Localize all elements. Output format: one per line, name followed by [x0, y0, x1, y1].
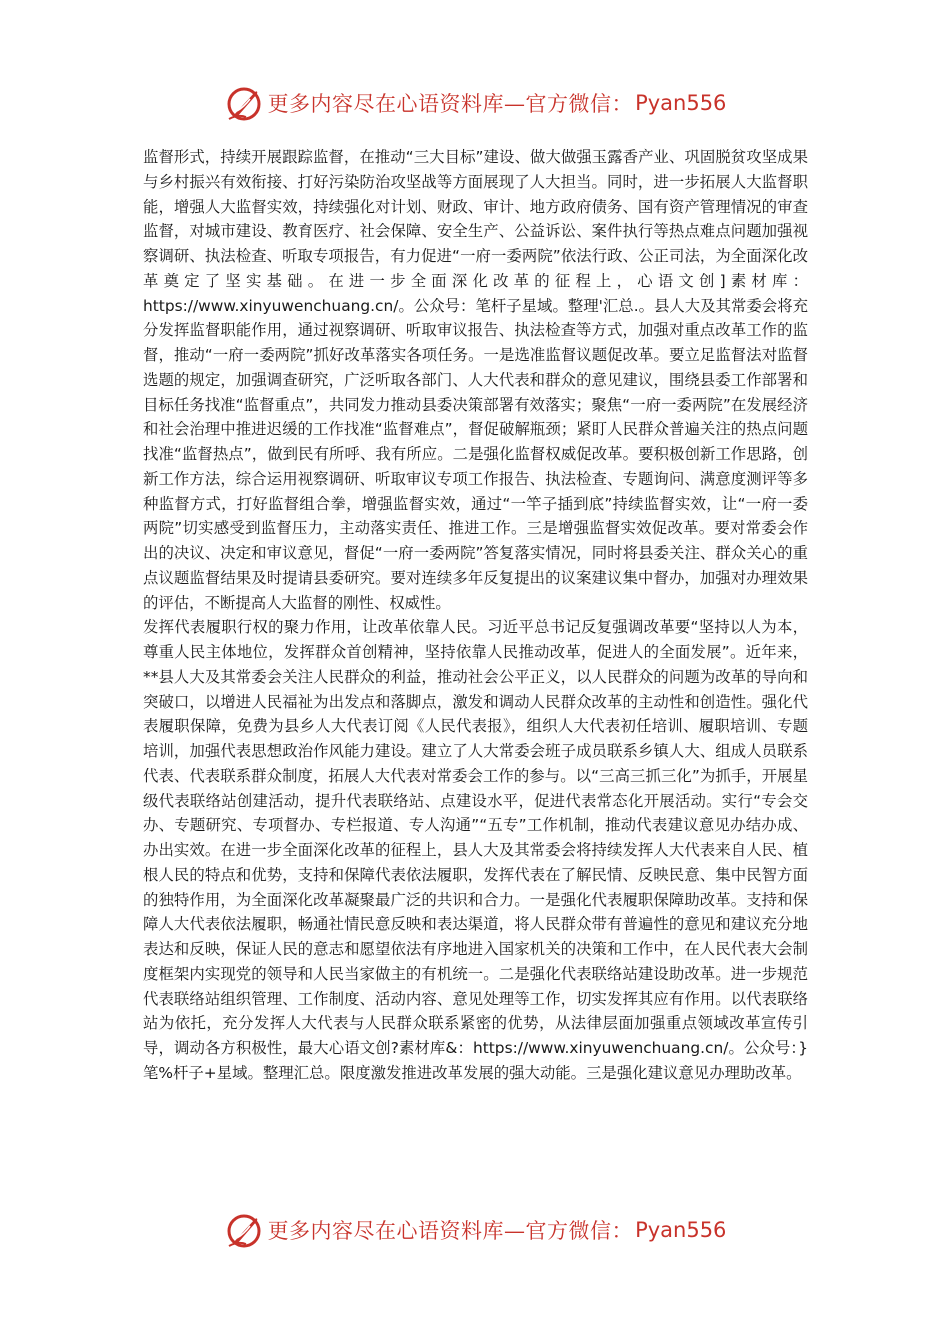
footer-banner-inner — [224, 1210, 727, 1250]
header-banner — [0, 78, 950, 128]
footer-banner — [0, 1205, 950, 1255]
header-banner-inner — [224, 83, 727, 123]
quill-logo-icon — [224, 1210, 264, 1250]
header-wechat-id: Pyan556 — [635, 91, 727, 115]
body-paragraph-1: 监督形式，持续开展跟踪监督，在推动“三大目标”建设、做大做强玉露香产业、巩固脱贫攻坚成果与乡村振兴有效衔接、打好污染防治攻坚战等方面展现了人大担当。同时，进一步拓展人大监督职能，增强人大监督实效，持续强化对计划、财政、审计、地方政府债务、国有资产管理情况的审查监督，对城市建设、教育医疗、社会保障、安全生产、公益诉讼、案件执行等热点难点问题加强视察调研、执法检查、听取专项报告，有力促进“一府一委两院”依法行政、公正司法，为全面深化改革奠定了坚实基础。在进一步全面深化改革的征程上，心语文创]素材库：https://www.xinyuwenchuang.cn/。公众号：笔杆子星域。整理'汇总.。县人大及其常委会将充分发挥监督职能作用，通过视察调研、听取审议报告、执法检查等方式，加强对重点改革工作的监督，推动“一府一委两院”抓好改革落实各项任务。一是选准监督议题促改革。要立足监督法对监督选题的规定，加强调查研究，广泛听取各部门、人大代表和群众的意见建议，围绕县委工作部署和目标任务找准“监督重点”，共同发力推动县委决策部署有效落实；聚焦“一府一委两院”在发展经济和社会治理中推进迟缓的工作找准“监督难点”，督促破解瓶颈；紧盯人民群众普遍关注的热点问题找准“监督热点”，做到民有所呼、我有所应。二是强化监督权威促改革。要积极创新工作思路，创新工作方法，综合运用视察调研、听取审议专项工作报告、执法检查、专题询问、满意度测评等多种监督方式，打好监督组合拳，增强监督实效，通过“一竿子插到底”持续监督实效，让“一府一委两院”切实感受到监督压力，主动落实责任、推进工作。三是增强监督实效促改革。要对常委会作出的决议、决定和审议意见，督促“一府一委两院”答复落实情况，同时将县委关注、群众关心的重点议题监督结果及时提请县委研究。要对连续多年反复提出的议案建议集中督办，加强对办理效果的评估，不断提高人大监督的刚性、权威性。 — [143, 148, 808, 612]
footer-wechat-id: Pyan556 — [635, 1218, 727, 1242]
document-body — [143, 145, 808, 1086]
quill-logo-icon — [224, 83, 264, 123]
body-paragraph-2: 发挥代表履职行权的聚力作用，让改革依靠人民。习近平总书记反复强调改革要“坚持以人为本，尊重人民主体地位，发挥群众首创精神，坚持依靠人民推动改革，促进人的全面发展”。近年来，**县人大及其常委会关注人民群众的利益，推动社会公平正义，以人民群众的问题为改革的导向和突破口，以增进人民福祉为出发点和落脚点，激发和调动人民群众改革的主动性和创造性。强化代表履职保障，免费为县乡人大代表订阅《人民代表报》，组织人大代表初任培训、履职培训、专题培训，加强代表思想政治作风能力建设。建立了人大常委会班子成员联系乡镇人大、组成人员联系代表、代表联系群众制度，拓展人大代表对常委会工作的参与。以“三高三抓三化”为抓手，开展星级代表联络站创建活动，提升代表联络站、点建设水平，促进代表常态化开展活动。实行“专会交办、专题研究、专项督办、专栏报道、专人沟通”“五专”工作机制，推动代表建议意见办结办成、办出实效。在进一步全面深化改革的征程上，县人大及其常委会将持续发挥人大代表来自人民、植根人民的特点和优势，支持和保障代表依法履职，发挥代表在了解民情、反映民意、集中民智方面的独特作用，为全面深化改革凝聚最广泛的共识和合力。一是强化代表履职保障助改革。支持和保障人大代表依法履职，畅通社情民意反映和表达渠道，将人民群众带有普遍性的意见和建议充分地表达和反映，保证人民的意志和愿望依法有序地进入国家机关的决策和工作中，在人民代表大会制度框架内实现党的领导和人民当家做主的有机统一。二是强化代表联络站建设助改革。进一步规范代表联络站组织管理、工作制度、活动内容、意见处理等工作，切实发挥其应有作用。以代表联络站为依托，充分发挥人大代表与人民群众联系紧密的优势，从法律层面加强重点领域改革宣传引导，调动各方积极性，最大心语文创?素材库&：https://www.xinyuwenchuang.cn/。公众号：}笔%杆子+星域。整理汇总。限度激发推进改革发展的强大动能。三是强化建议意见办理助改革。 — [143, 618, 808, 1082]
footer-banner-text: 更多内容尽在心语资料库—官方微信： — [267, 1219, 634, 1243]
header-banner-text: 更多内容尽在心语资料库—官方微信： — [267, 92, 634, 116]
